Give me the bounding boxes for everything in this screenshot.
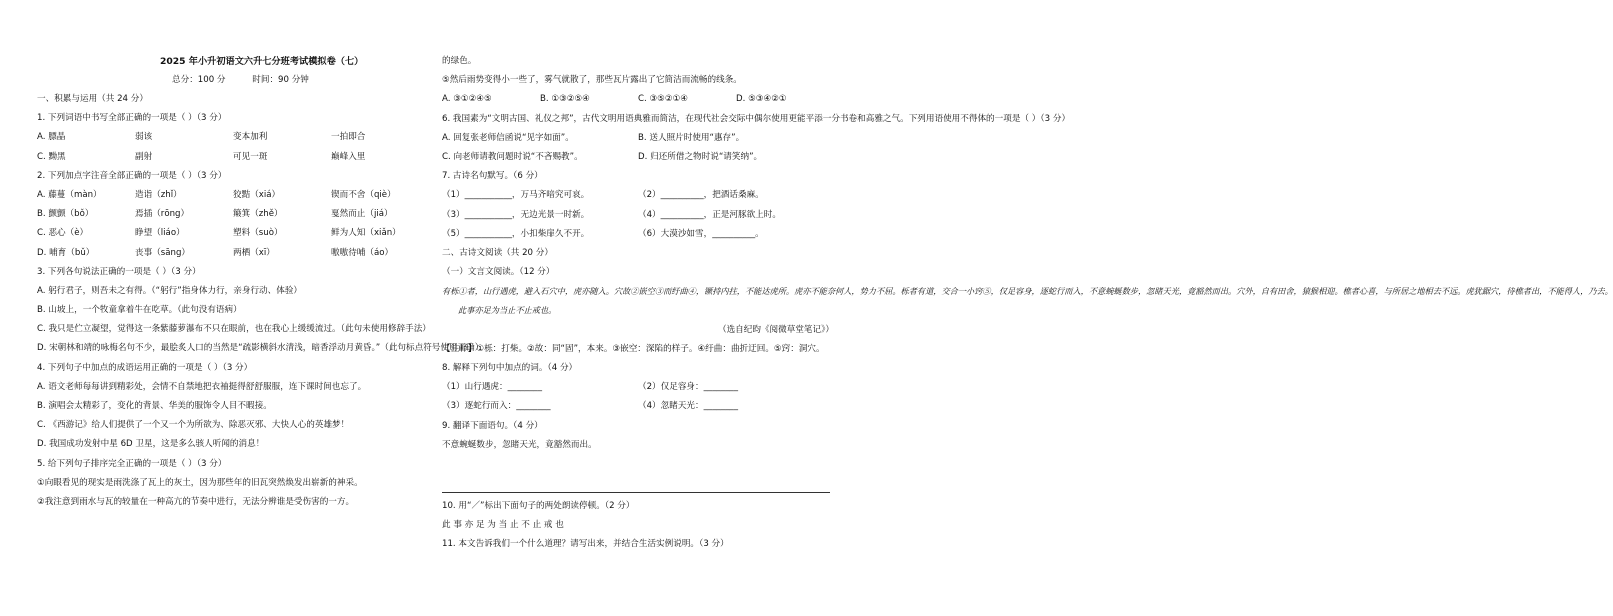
question-1-row	[37, 128, 429, 147]
question-1-stem: 1. 下列词语中书写全部正确的一项是（ ）（3 分）	[37, 113, 227, 124]
option-text: 变本加利	[233, 132, 268, 143]
option-text: 鲜为人知（xiǎn）	[331, 228, 401, 239]
question-2-row	[37, 186, 429, 205]
option-c: C. 向老师请教问题时说“不吝赐教”。	[442, 151, 583, 162]
blank-item: （4）忽睹天光：________	[638, 401, 738, 412]
section-heading: 一、积累与运用（共 24 分）	[37, 94, 148, 104]
option-c: C. 黝黑	[37, 151, 66, 162]
question-2-stem: 2. 下列加点字注音全部正确的一项是（ ）（3 分）	[37, 170, 227, 181]
sentence-1: ①向眼看见的现实是雨洗涤了瓦上的灰土，因为那些年的旧瓦突然焕发出崭新的神采。	[37, 477, 363, 488]
sentence-2: ②我注意到雨水与瓦的较量在一种高亢的节奏中进行，无法分辨谁是受伤害的一方。	[37, 496, 355, 507]
exam-title: 2025 年小升初语文六升七分班考试模拟卷（七）	[160, 56, 364, 67]
question-2-row	[37, 244, 429, 263]
option-b: B. ①③②⑤④	[540, 94, 590, 105]
blank-item: （5）___________，小扣柴扉久不开。	[442, 228, 590, 239]
option-a: A. ③①②④⑤	[442, 94, 492, 105]
option-a: A. 躬行君子，则吾未之有得。（“躬行”指身体力行，亲身行动、体验）	[37, 285, 303, 296]
question-2-row	[37, 224, 429, 243]
option-text: 一拍即合	[331, 132, 366, 143]
question-8-stem: 8. 解释下列句中加点的词。（4 分）	[442, 363, 578, 373]
option-a: A. 回复张老师信函说“见字如面”。	[442, 132, 574, 143]
option-text: 锲而不舍（qiè）	[331, 189, 396, 200]
option-text: 可见一斑	[233, 151, 268, 162]
question-7-row	[442, 186, 834, 205]
passage-source: （选自纪昀《阅微草堂笔记》）	[717, 324, 834, 335]
question-2-row	[37, 205, 429, 224]
option-b: B. 演唱会太精彩了，变化的背景、华美的服饰令人目不暇接。	[37, 401, 272, 411]
blank-item: （1）___________，万马齐喑究可哀。	[442, 190, 590, 201]
option-d: D. 我国成功发射中星 6D 卫星，这是多么骇人听闻的消息！	[37, 439, 265, 450]
option-c: C. 我只是伫立凝望，觉得这一条紫藤萝瀑布不只在眼前，也在我心上缓缓流过。（此句未使用修辞手法）	[37, 324, 431, 335]
blank-item: （4）__________，正是河豚欲上时。	[638, 209, 781, 220]
sentence-5: ⑤然后雨势变得小一些了，雾气就散了，那些瓦片露出了它简洁而流畅的线条。	[442, 75, 742, 86]
question-9-sentence: 不意蜿蜒数步，忽睹天光，竟豁然而出。	[442, 439, 597, 450]
option-text: 焉插（rōng）	[135, 209, 190, 220]
question-11-stem: 11. 本文告诉我们一个什么道理？请写出来，并结合生活实例说明。（3 分）	[442, 539, 729, 550]
passage-notes: 【注释】①栎：打柴。②故：同“固”，本来。③嵌空：深陷的样子。④纡曲：曲折迂回。⑤窍：洞穴。	[442, 343, 825, 354]
right-column-bottom	[442, 497, 834, 555]
option-c: C. 恶心（è）	[37, 228, 89, 239]
blank-item: （3）逐蛇行而入：________	[442, 401, 551, 412]
sentence-4-cont: 的绿色。	[442, 56, 477, 66]
exam-subtitle	[172, 73, 333, 85]
option-a: A. 藤蔓（màn）	[37, 189, 102, 200]
option-d: D. 哺育（bǔ）	[37, 247, 95, 258]
option-text: 塑料（suò）	[233, 228, 283, 239]
question-1-row	[37, 148, 429, 167]
option-text: 弱该	[135, 132, 153, 143]
question-6-row	[442, 129, 834, 148]
option-b: B. 山坡上，一个牧童拿着牛在吃草。（此句没有语病）	[37, 305, 242, 316]
option-a: A. 膘晶	[37, 132, 66, 143]
option-text: 巅峰入里	[331, 151, 366, 162]
question-8-row	[442, 378, 834, 397]
blank-item: （6）大漠沙如雪，__________。	[638, 228, 764, 239]
right-column	[442, 52, 1613, 455]
part-heading: （一）文言文阅读。（12 分）	[442, 267, 555, 278]
question-9-stem: 9. 翻译下面语句。（4 分）	[442, 420, 543, 431]
total-score: 总分：100 分	[172, 75, 226, 85]
option-text: 造诣（zhǐ）	[135, 189, 182, 200]
option-d: D. 归还所借之物时说“请笑纳”。	[638, 151, 763, 162]
question-6-stem: 6. 我国素为“文明古国、礼仪之邦”，古代文明用语典雅而简洁，在现代社会交际中偶尔使用更能平添一分书卷和高雅之气。下列用语使用不得体的一项是（ ）（3 分）	[442, 113, 1071, 124]
option-b: B. 送人照片时使用“惠存”。	[638, 132, 745, 143]
time-limit: 时间：90 分钟	[252, 75, 309, 85]
option-text: 嗷嗷待哺（áo）	[331, 247, 394, 258]
section-heading: 二、古诗文阅读（共 20 分）	[442, 247, 553, 258]
option-a: A. 语文老师每每讲到精彩处，会情不自禁地把衣袖挺得舒舒服服，连下课时间也忘了。	[37, 381, 367, 392]
question-7-row	[442, 225, 834, 244]
answer-divider	[442, 492, 830, 493]
option-d: D. 宋朝林和靖的咏梅名句不少，最脍炙人口的当然是“疏影横斜水清浅，暗香浮动月黄昏。”（此句标点符号使用正确）	[37, 343, 484, 354]
option-text: 睁望（liáo）	[135, 228, 185, 239]
question-4-stem: 4. 下列句子中加点的成语运用正确的一项是（ ）（3 分）	[37, 362, 253, 373]
question-10-sentence: 此 事 亦 足 为 当 止 不 止 戒 也	[442, 520, 564, 531]
option-c: C. 《西游记》给人们提供了一个又一个为所欲为、除恶灭邪、大快人心的英雄梦！	[37, 420, 350, 431]
blank-item: （1）山行遇虎：________	[442, 382, 542, 393]
blank-item: （2）仅足容身：________	[638, 382, 738, 393]
question-10-stem: 10. 用“／”标出下面句子的两处朗读停顿。（2 分）	[442, 501, 635, 511]
option-text: 丧事（sāng）	[135, 247, 191, 258]
question-7-row	[442, 206, 834, 225]
option-text: 戛然而止（jiá）	[331, 209, 393, 220]
option-text: 簸箕（zhě）	[233, 209, 283, 220]
question-5-stem: 5. 给下列句子排序完全正确的一项是（ ）（3 分）	[37, 458, 227, 469]
option-text: 副射	[135, 151, 153, 162]
passage-text: 有栎①者，山行遇虎，避入石穴中，虎亦随入。穴故②嵌空③而纡曲④，镢持内拄，不能达虎所。虎亦不能奈何人，势力不屈。栎者有道，交合一小窍⑤，仅足容身，逐蛇行而入，不意蜿蜒数步，忽睹天光，竟豁然而出。穴外，自有田舍，猿猴相迎。樵者心喜，与所居之地相去不远。虎犹踞穴，待樵者出，不能得人，乃去。	[442, 286, 1613, 297]
option-text: 两栖（xī）	[233, 247, 275, 258]
question-5-options	[442, 90, 834, 109]
option-b: B. 颤颤（bǒ）	[37, 209, 94, 220]
blank-item: （2）__________，把酒话桑麻。	[638, 190, 764, 201]
passage-moral: 此事亦足为当止不止戒也。	[458, 305, 557, 316]
question-7-stem: 7. 古诗名句默写。（6 分）	[442, 171, 543, 182]
blank-item: （3）___________，无边光景一时新。	[442, 209, 590, 220]
option-c: C. ③⑤②①④	[638, 94, 688, 105]
question-6-row	[442, 148, 834, 167]
option-text: 狡黠（xiá）	[233, 189, 281, 200]
option-d: D. ⑤③④②①	[736, 94, 787, 105]
question-8-row	[442, 397, 834, 416]
question-3-stem: 3. 下列各句说法正确的一项是（ ）（3 分）	[37, 266, 201, 277]
